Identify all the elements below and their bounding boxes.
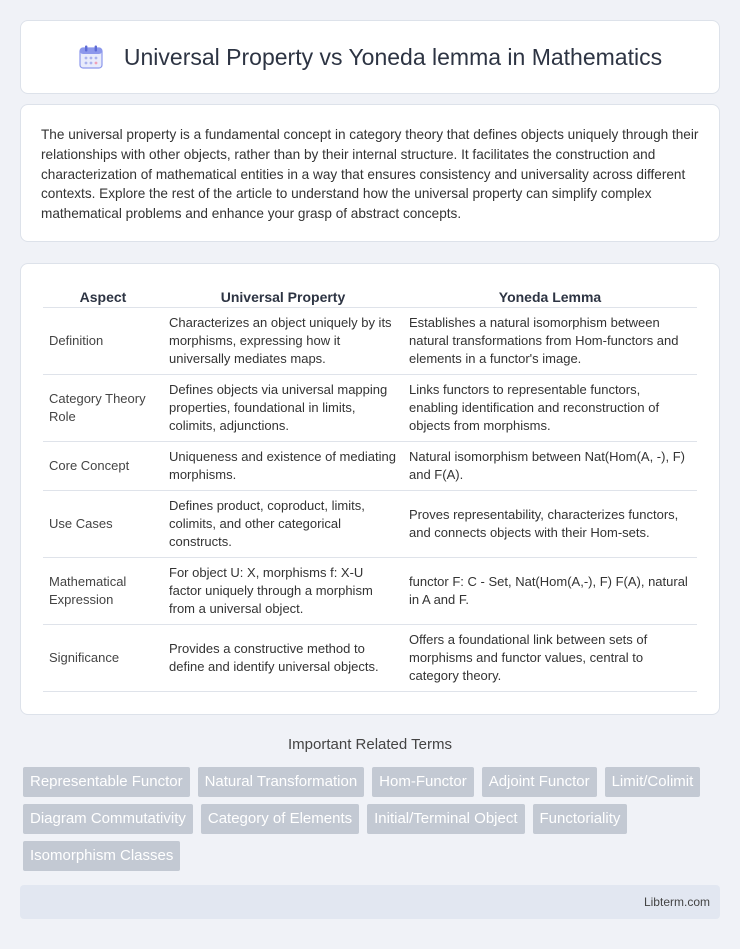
header-card xyxy=(20,20,720,94)
related-term-tag[interactable]: Diagram Commutativity xyxy=(23,804,193,834)
table-row xyxy=(43,442,697,491)
aspect-cell: Use Cases xyxy=(43,491,163,558)
header-yoneda-lemma: Yoneda Lemma xyxy=(403,286,697,308)
footer xyxy=(20,885,720,919)
footer-site-link[interactable]: Libterm.com xyxy=(643,895,710,909)
aspect-cell: Category Theory Role xyxy=(43,375,163,442)
universal-property-cell: For object U: X, morphisms f: X-U factor uniquely through a morphism from a universal object. xyxy=(163,558,403,625)
aspect-cell: Mathematical Expression xyxy=(43,558,163,625)
universal-property-cell: Defines objects via universal mapping properties, foundational in limits, colimits, adjunctions. xyxy=(163,375,403,442)
yoneda-lemma-cell: Establishes a natural isomorphism between natural transformations from Hom-functors and elements in a functor's image. xyxy=(403,308,697,375)
related-term-tag[interactable]: Isomorphism Classes xyxy=(23,841,180,871)
table-row xyxy=(43,558,697,625)
universal-property-cell: Characterizes an object uniquely by its morphisms, expressing how it universally mediates maps. xyxy=(163,308,403,375)
related-terms-title: Important Related Terms xyxy=(288,736,452,753)
yoneda-lemma-cell: functor F: C - Set, Nat(Hom(A,-), F) F(A), natural in A and F. xyxy=(403,558,697,625)
aspect-cell: Significance xyxy=(43,625,163,692)
related-term-tag[interactable]: Initial/Terminal Object xyxy=(367,804,524,834)
related-term-tag[interactable]: Category of Elements xyxy=(201,804,359,834)
table-row xyxy=(43,375,697,442)
universal-property-cell: Uniqueness and existence of mediating morphisms. xyxy=(163,442,403,491)
table-row xyxy=(43,308,697,375)
calendar-icon xyxy=(78,44,104,70)
related-term-tag[interactable]: Representable Functor xyxy=(23,767,190,797)
related-term-tag[interactable]: Functoriality xyxy=(533,804,628,834)
universal-property-cell: Defines product, coproduct, limits, colimits, and other categorical constructs. xyxy=(163,491,403,558)
aspect-cell: Core Concept xyxy=(43,442,163,491)
comparison-table xyxy=(43,286,697,692)
yoneda-lemma-cell: Offers a foundational link between sets of morphisms and functor values, central to category theory. xyxy=(403,625,697,692)
intro-text: The universal property is a fundamental concept in category theory that defines objects uniquely through their relationships with other objects, rather than by their internal structure. It facilitates the construction and characterization of mathematical entities in a way that ensures consistency and universality across different contexts. Explore the rest of the article to understand how the universal property can simplify complex mathematical problems and enhance your grasp of abstract concepts. xyxy=(41,127,699,222)
table-row xyxy=(43,491,697,558)
related-term-tag[interactable]: Hom-Functor xyxy=(372,767,474,797)
comparison-table-card xyxy=(20,263,720,715)
yoneda-lemma-cell: Natural isomorphism between Nat(Hom(A, -), F) and F(A). xyxy=(403,442,697,491)
yoneda-lemma-cell: Proves representability, characterizes functors, and connects objects with their Hom-sets. xyxy=(403,491,697,558)
table-row xyxy=(43,625,697,692)
related-term-tag[interactable]: Adjoint Functor xyxy=(482,767,597,797)
yoneda-lemma-cell: Links functors to representable functors, enabling identification and reconstruction of objects from morphisms. xyxy=(403,375,697,442)
table-header-row xyxy=(43,286,697,308)
related-term-tag[interactable]: Limit/Colimit xyxy=(605,767,701,797)
header-aspect: Aspect xyxy=(43,286,163,308)
header-universal-property: Universal Property xyxy=(163,286,403,308)
related-terms-list xyxy=(23,767,723,878)
aspect-cell: Definition xyxy=(43,308,163,375)
related-term-tag[interactable]: Natural Transformation xyxy=(198,767,365,797)
page-title: Universal Property vs Yoneda lemma in Mathematics xyxy=(123,43,663,70)
universal-property-cell: Provides a constructive method to define and identify universal objects. xyxy=(163,625,403,692)
intro-card xyxy=(20,104,720,242)
